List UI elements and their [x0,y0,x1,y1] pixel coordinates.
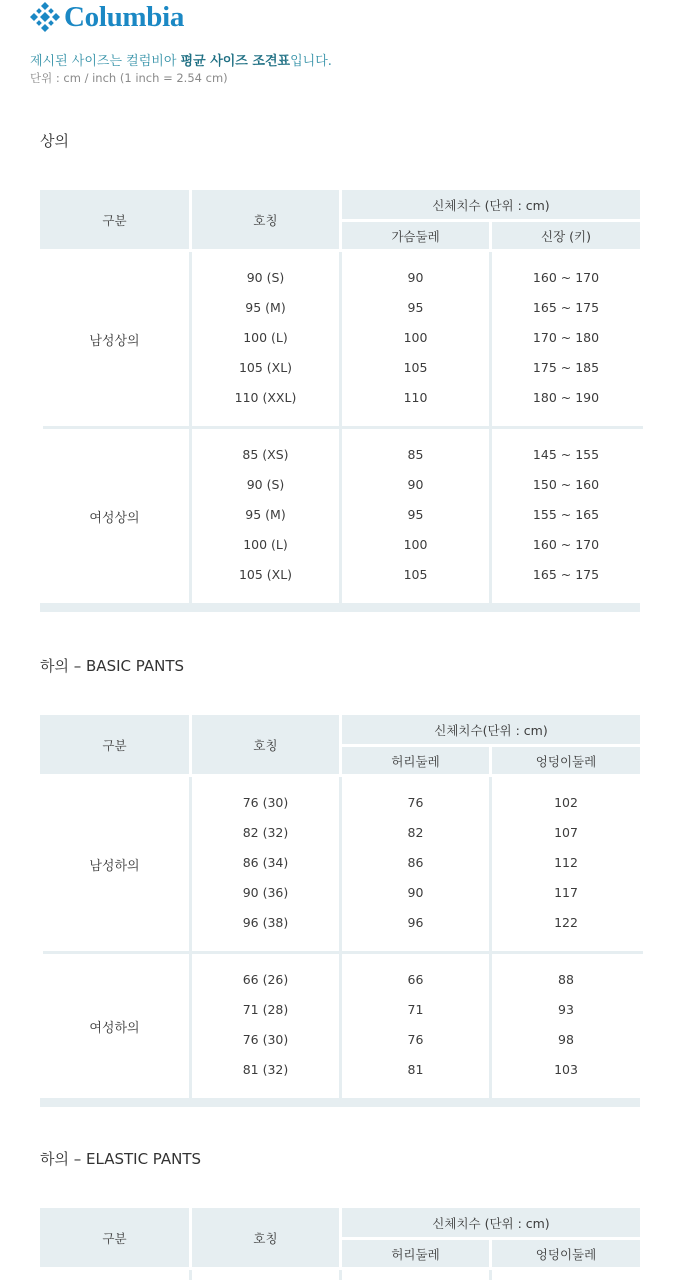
measure-2-cell: 180 ~ 190 [532,389,600,405]
group-label: 여성하의 [89,1020,140,1036]
measure-1-cell: 90 [407,884,424,900]
size-cell: 90 (36) [242,884,289,900]
measure-1-cell: 90 [407,269,424,285]
measure-2-cell: 107 [554,824,578,840]
column-divider [489,777,492,1098]
size-cell: 95 (M) [245,506,286,522]
header-measure-2: 엉덩이둘레 [492,747,640,774]
intro-part1: 제시된 사이즈는 컬럼비아 [30,54,181,69]
column-divider [489,1270,492,1280]
column-divider [489,252,492,603]
measure-2-cell: 160 ~ 170 [532,536,600,552]
header-category: 구분 [40,1208,189,1267]
measure-1-cell: 95 [407,299,424,315]
header-body-measurement: 신체치수 (단위 : cm) [342,190,640,219]
measure-2-cell: 122 [554,914,578,930]
size-cell: 76 (30) [242,1031,289,1047]
column-divider [339,1270,342,1280]
measure-1-cell: 76 [407,1031,424,1047]
measure-2-cell: 150 ~ 160 [532,476,600,492]
measure-2-cell: 175 ~ 185 [532,359,600,375]
size-cell: 100 (L) [243,329,288,345]
size-cell: 76 (30) [242,794,289,810]
brand-logo[interactable] [28,0,184,34]
measure-1-cell: 85 [407,446,424,462]
section-title: 하의 – ELASTIC PANTS [40,1150,202,1168]
column-divider [339,252,342,603]
measure-1-cell: 76 [407,794,424,810]
measure-1-cell: 105 [403,359,428,375]
header-measure-1: 허리둘레 [342,1240,489,1267]
header-size-name: 호칭 [192,190,339,249]
size-cell: 100 (L) [243,536,288,552]
measure-1-cell: 66 [407,971,424,987]
header-size-name: 호칭 [192,715,339,774]
header-measure-2: 신장 (키) [492,222,640,249]
measure-2-cell: 170 ~ 180 [532,329,600,345]
section-title: 상의 [40,132,69,150]
size-cell: 90 (S) [246,476,285,492]
header-measure-1: 허리둘레 [342,747,489,774]
measure-1-cell: 110 [403,389,428,405]
table-bottom-bar [40,603,640,612]
column-divider [189,1270,192,1280]
header-body-measurement: 신체치수 (단위 : cm) [342,1208,640,1237]
measure-1-cell: 96 [407,914,424,930]
group-label: 여성상의 [89,510,140,526]
table-bottom-bar [40,1098,640,1107]
header-measure-1: 가슴둘레 [342,222,489,249]
measure-1-cell: 81 [407,1061,424,1077]
header-size-name: 호칭 [192,1208,339,1267]
columbia-diamond-icon [28,0,62,34]
size-cell: 66 (26) [242,971,289,987]
column-divider [189,777,192,1098]
measure-2-cell: 93 [558,1001,574,1017]
measure-2-cell: 165 ~ 175 [532,299,600,315]
size-cell: 86 (34) [242,854,289,870]
measure-1-cell: 105 [403,566,428,582]
group-label: 남성상의 [89,333,140,349]
measure-2-cell: 103 [554,1061,578,1077]
header-category: 구분 [40,190,189,249]
group-label: 남성하의 [89,858,140,874]
measure-2-cell: 102 [554,794,578,810]
unit-note: 단위 : cm / inch (1 inch = 2.54 cm) [30,71,228,85]
measure-2-cell: 112 [554,854,578,870]
measure-1-cell: 100 [403,536,428,552]
measure-1-cell: 86 [407,854,424,870]
measure-2-cell: 155 ~ 165 [532,506,600,522]
section-title: 하의 – BASIC PANTS [40,657,185,675]
measure-1-cell: 71 [407,1001,424,1017]
size-cell: 81 (32) [242,1061,289,1077]
measure-1-cell: 82 [407,824,424,840]
size-cell: 96 (38) [242,914,289,930]
column-divider [189,252,192,603]
size-cell: 71 (28) [242,1001,289,1017]
column-divider [339,777,342,1098]
measure-1-cell: 100 [403,329,428,345]
size-cell: 82 (32) [242,824,289,840]
intro-part3: 입니다. [290,54,332,69]
measure-2-cell: 98 [558,1031,574,1047]
intro-text [30,50,332,69]
measure-2-cell: 160 ~ 170 [532,269,600,285]
measure-2-cell: 88 [558,971,574,987]
size-cell: 90 (S) [246,269,285,285]
intro-part2: 평균 사이즈 조견표 [180,54,291,69]
size-cell: 105 (XL) [238,566,293,582]
header-category: 구분 [40,715,189,774]
size-cell: 85 (XS) [242,446,289,462]
size-cell: 95 (M) [245,299,286,315]
measure-1-cell: 90 [407,476,424,492]
size-cell: 110 (XXL) [234,389,297,405]
measure-1-cell: 95 [407,506,424,522]
size-cell: 105 (XL) [238,359,293,375]
measure-2-cell: 117 [554,884,578,900]
brand-name: Columbia [64,0,185,33]
measure-2-cell: 165 ~ 175 [532,566,600,582]
header-body-measurement: 신체치수(단위 : cm) [342,715,640,744]
measure-2-cell: 145 ~ 155 [532,446,600,462]
header-measure-2: 엉덩이둘레 [492,1240,640,1267]
